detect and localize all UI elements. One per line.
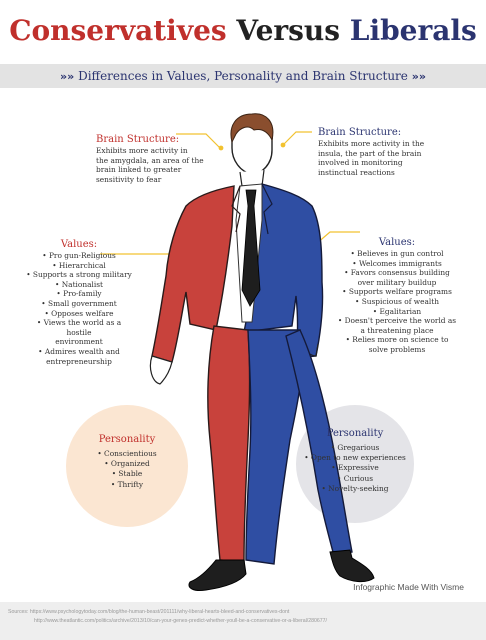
conservative-brain-structure (96, 133, 228, 184)
conservative-values-heading: Values: (60, 239, 98, 250)
conservative-value-item: • Admires wealth and (38, 346, 120, 356)
conservative-value-item: environment (55, 337, 103, 347)
conservative-personality-item: • Conscientious (97, 449, 157, 458)
liberal-personality-item: • Gregarious (330, 443, 380, 452)
conservative-value-item: • Small government (41, 298, 117, 308)
liberal-personality-item: • Open to new experiences (304, 453, 406, 463)
visme-credit: Infographic Made With Visme (353, 582, 464, 592)
liberal-brain-heading: Brain Structure: (318, 127, 402, 138)
liberal-brain-line: instinctual reactions (318, 167, 395, 177)
liberal-value-item: solve problems (368, 344, 426, 354)
conservative-brain-line: Exhibits more activity in (96, 146, 188, 155)
sources (8, 608, 478, 626)
conservative-value-item: entrepreneurship (46, 356, 112, 366)
double-chevron-icon: »» (411, 70, 426, 83)
conservative-value-item: • Views the world as a hostile (36, 318, 122, 337)
source-link[interactable]: http://www.theatlantic.com/politics/archive/2013/10/can-your-genes-predict-whether-youll-be-a-conservative-or-a-liberal/280677/ (34, 618, 327, 624)
liberal-value-item: a threatening place (360, 325, 434, 335)
subtitle-text: Differences in Values, Personality and Brain Structure (78, 69, 408, 83)
liberal-value-item: • Doesn't perceive the world as (337, 316, 457, 326)
conservative-value-item: • Pro-family (56, 289, 102, 299)
liberal-personality-item: • Curious (336, 473, 374, 483)
liberal-value-item: • Believes in gun control (350, 249, 444, 258)
title-conservatives: Conservatives (9, 14, 227, 47)
conservative-brain-line: sensitivity to fear (96, 174, 162, 184)
liberal-values (334, 236, 460, 355)
conservative-brain-heading: Brain Structure: (96, 134, 180, 145)
title-versus: Versus (236, 14, 341, 47)
liberal-values-heading: Values: (378, 237, 416, 248)
conservative-values (24, 238, 134, 366)
conservative-value-item: • Nationalist (54, 279, 104, 289)
source-link[interactable]: Sources: https://www.psychologytoday.com/blog/the-human-beast/201111/why-liberal-hearts-bleed-and-conservatives-dont (8, 609, 290, 615)
conservative-value-item: • Supports a strong military (26, 270, 132, 280)
liberal-personality-heading: Personality (326, 428, 384, 439)
conservative-personality-item: • Thrifty (110, 479, 144, 489)
conservative-brain-line: the amygdala, an area of the (96, 155, 204, 165)
conservative-value-item: • Hierarchical (52, 260, 106, 270)
conservative-personality-item: • Stable (111, 469, 143, 479)
liberal-value-item: • Favors consensus building (344, 268, 450, 278)
liberal-brain-line: involved in monitoring (318, 158, 403, 168)
liberal-value-item: • Egalitarian (372, 306, 422, 316)
head (231, 114, 273, 186)
liberal-brain-structure (318, 126, 468, 177)
conservative-value-item: • Pro gun-Religious (42, 251, 116, 260)
title-liberals: Liberals (349, 14, 477, 47)
conservative-value-item: • Opposes welfare (44, 308, 114, 318)
liberal-value-item: • Suspicious of wealth (354, 296, 439, 306)
liberal-personality-item: • Novelty-seeking (321, 483, 389, 493)
liberal-value-item: over military buildup (357, 277, 437, 287)
liberal-brain-line: Exhibits more activity in the (318, 139, 425, 148)
liberal-brain-line: insula, the part of the brain (318, 148, 422, 158)
liberal-personality-item: • Expressive (331, 463, 379, 473)
liberal-personality (296, 427, 414, 494)
conservative-brain-line: brain linked to greater (96, 165, 182, 175)
liberal-value-item: • Welcomes immigrants (352, 258, 442, 268)
liberal-value-item: • Supports welfare programs (342, 287, 452, 297)
liberal-value-item: • Relies more on science to (345, 335, 449, 345)
conservative-personality (66, 433, 188, 490)
conservative-personality-heading: Personality (98, 434, 156, 445)
conservative-personality-item: • Organized (104, 459, 150, 469)
double-chevron-icon: »» (60, 70, 75, 83)
